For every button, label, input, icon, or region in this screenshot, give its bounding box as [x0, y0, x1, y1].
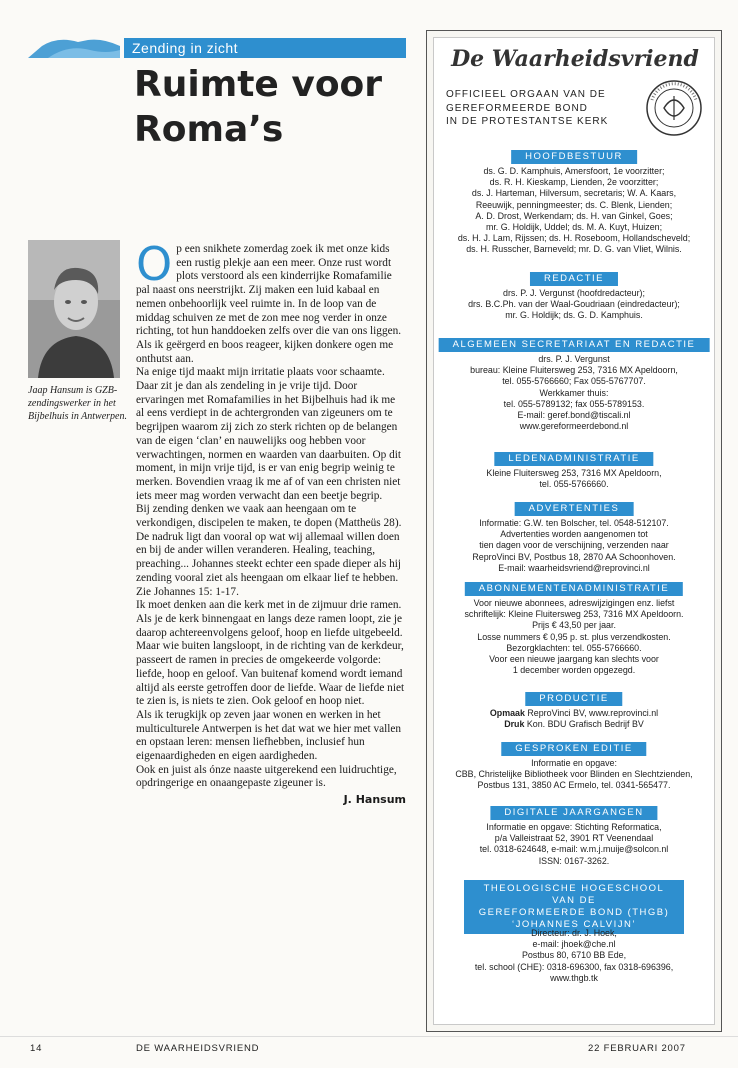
article-paragraph: Op een snikhete zomerdag zoek ik met onze kids een rustig plekje aan een meer. Onze rust wordt plots verstoord als een kinderrijke Romafamilie pal naast ons neerstrijkt. Zij maken een luid kabaal en nemen onbehoorlijk veel ruimte in. In de loop van de middag schuiven ze met de zon mee nog verder in onze richting, tot hun handdoeken zelfs over die van ons liggen. Als ik geërgerd en boos reageer, kijken donkere ogen me onthutst aan. — [136, 237, 402, 365]
section-header-redactie: REDACTIE — [530, 272, 618, 286]
section-body-digitaal: Informatie en opgave: Stichting Reformatica, p/a Valleistraat 52, 3901 RT Veenendaal tel. 0318-624648, e-mail: w.m.j.muije@solcon.nl ISSN: 0167-3262. — [479, 822, 669, 866]
footer-date: 22 FEBRUARI 2007 — [588, 1043, 686, 1054]
title-line-1: Ruimte voor — [134, 64, 383, 105]
footer-rule — [0, 1036, 738, 1037]
article-paragraph: Ik moet denken aan die kerk met in de zijmuur drie ramen. Als je de kerk binnengaat en langs deze ramen loopt, zie je daarop achtereenvolgens geloof, hoop en liefde uitgebeeld. Maar wie buiten langsloopt, in de richting van de kerkdeur, passeert de ramen in precies de omgekeerde volgorde: liefde, hoop en geloof. Van buitenaf komend wordt iemand altijd als eerste getroffen door de liefde. Waar de liefde niet te zien is, is niets te zien. Ook geloof en hoop niet. — [136, 599, 405, 708]
masthead-title: De Waarheidsvriend — [451, 46, 699, 72]
author-photo — [28, 240, 120, 378]
masthead-subtitle: OFFICIEEL ORGAAN VAN DE GEREFORMEERDE BOND IN DE PROTESTANTSE KERK — [446, 89, 609, 127]
article-paragraph: Bij zending denken we vaak aan heengaan om te verkondigen, discipelen te maken, te dopen (Mattheüs 28). De nadruk ligt dan vooral op wat wij allemaal willen doen en bij de ander willen veranderen. Healing, teaching, preaching... Johannes steekt echter een spade dieper als hij zending vooral ziet als heengaan om elkaar lief te hebben. Zie Johannes 15: 1-17. — [136, 503, 402, 598]
section-header-digitaal: DIGITALE JAARGANGEN — [490, 806, 657, 820]
section-body-secretariaat: drs. P. J. Vergunst bureau: Kleine Fluitersweg 253, 7316 MX Apeldoorn, tel. 055-5766660; Fax 055-5767707. Werkkamer thuis: tel. 055-5789132; fax 055-5789153. E-mail: geref.bond@tiscali.nl www.gereformeerdebond.nl — [470, 354, 678, 432]
article-author: J. Hansum — [343, 793, 406, 807]
colophon — [426, 30, 722, 1032]
section-body-hoofdbestuur: ds. G. D. Kamphuis, Amersfoort, 1e voorzitter; ds. R. H. Kieskamp, Lienden, 2e voorzitter; ds. J. Harteman, Hilversum, secretaris; W. A. Kaars, Reeuwijk, penningmeester; ds. C. Blenk, Lienden; A. D. Drost, Werkendam; ds. H. van Ginkel, Goes; mr. G. Holdijk, Uddel; ds. M. A. Kuyt, Huizen; ds. H. J. Lam, Rijssen; ds. H. Roseboom, Hollandscheveld; ds. H. Russcher, Barneveld; mr. D. G. van Vliet, Wilnis. — [457, 166, 691, 255]
section-header-hogeschool: THEOLOGISCHE HOGESCHOOL VAN DE GEREFORMEERDE BOND (THGB) ‘JOHANNES CALVIJN’ — [464, 880, 684, 934]
section-header-abonnementen: ABONNEMENTENADMINISTRATIE — [465, 582, 683, 596]
article-paragraph: Na enige tijd maakt mijn irritatie plaats voor schaamte. Daar zit je dan als zendeling in je vrije tijd. Door ervaringen met Romafamilies in het Bijbelhuis had ik me al eens verdiept in de achtergronden van zigeuners om te begrijpen waarom zij zich zo sterk richten op de belangen van de eigen ‘clan’ en nauwelijks oog hebben voor verwachtingen, normen en waarden van daarbuiten. Op dit moment, in mijn vrije tijd, is er van enig begrip weinig te merken. Bovendien vraag ik me af of van een christen niet iets meer mag worden verwacht dan een beetje begrip. — [136, 366, 402, 502]
section-body-ledenadministratie: Kleine Fluitersweg 253, 7316 MX Apeldoorn, tel. 055-5766660. — [486, 468, 662, 490]
page-number: 14 — [30, 1043, 43, 1054]
section-header-advertenties: ADVERTENTIES — [515, 502, 634, 516]
section-body-productie: Opmaak ReproVinci BV, www.reprovinci.nl Druk Kon. BDU Grafisch Bedrijf BV — [489, 708, 659, 730]
article-body — [136, 237, 406, 807]
article-paragraph: Ook en juist als ónze naaste uitgerekend een luidruchtige, opdringerige en onaangepaste zigeuner is. — [136, 763, 397, 790]
photo-caption: Jaap Hansum is GZB-zendingswerker in het Bijbelhuis in Antwerpen. — [28, 385, 127, 422]
section-body-advertenties: Informatie: G.W. ten Bolscher, tel. 0548-512107. Advertenties worden aangenomen tot tien dagen voor de verschijning, verzenden naar ReproVinci BV, Postbus 18, 2870 AA Schoonhoven. E-mail: waarheidsvriend@reprovinci.nl — [472, 518, 676, 573]
title-line-2: Roma’s — [134, 109, 284, 150]
footer-magazine: DE WAARHEIDSVRIEND — [136, 1043, 260, 1054]
section-body-gesproken: Informatie en opgave: CBB, Christelijke Bibliotheek voor Blinden en Slechtzienden, Postbus 131, 3850 AC Ermelo, tel. 0341-565477. — [455, 758, 693, 791]
section-header-productie: PRODUCTIE — [525, 692, 622, 706]
article-paragraph: Als ik terugkijk op zeven jaar wonen en werken in het multiculturele Antwerpen is het dat wat we hier met vallen en opstaan leren: mensen liefhebben, inclusief hun eigenaardigheden en eigen aardigheden. — [136, 708, 402, 763]
section-header-hoofdbestuur: HOOFDBESTUUR — [511, 150, 637, 164]
article-title — [134, 62, 404, 152]
seal-logo-icon — [644, 78, 704, 138]
swoosh-decoration — [28, 38, 120, 58]
section-body-abonnementen: Voor nieuwe abonnees, adreswijzigingen enz. liefst schriftelijk: Kleine Fluitersweg 253, 7316 MX Apeldoorn. Prijs € 43,50 per jaar. Losse nummers € 0,95 p. st. plus verzendkosten. Bezorgklachten: tel. 055-5766660. Voor een nieuwe jaargang kan slechts voor 1 december worden opgezegd. — [464, 598, 684, 676]
section-header-gesproken: GESPROKEN EDITIE — [501, 742, 646, 756]
section-header-secretariaat: ALGEMEEN SECRETARIAAT EN REDACTIE — [439, 338, 710, 352]
colophon-inner — [433, 37, 715, 1025]
section-label: Zending in zicht — [124, 38, 406, 58]
section-header-ledenadministratie: LEDENADMINISTRATIE — [494, 452, 653, 466]
dropcap: O — [136, 237, 173, 291]
section-body-redactie: drs. P. J. Vergunst (hoofdredacteur); drs. B.C.Ph. van der Waal-Goudriaan (eindredacteur); mr. G. Holdijk; ds. G. D. Kamphuis. — [468, 288, 680, 321]
section-body-hogeschool: Directeur: dr. J. Hoek, e-mail: jhoek@che.nl Postbus 80, 6710 BB Ede, tel. school (CHE): 0318-696300, fax 0318-696396, www.thgb.tk — [474, 928, 674, 983]
